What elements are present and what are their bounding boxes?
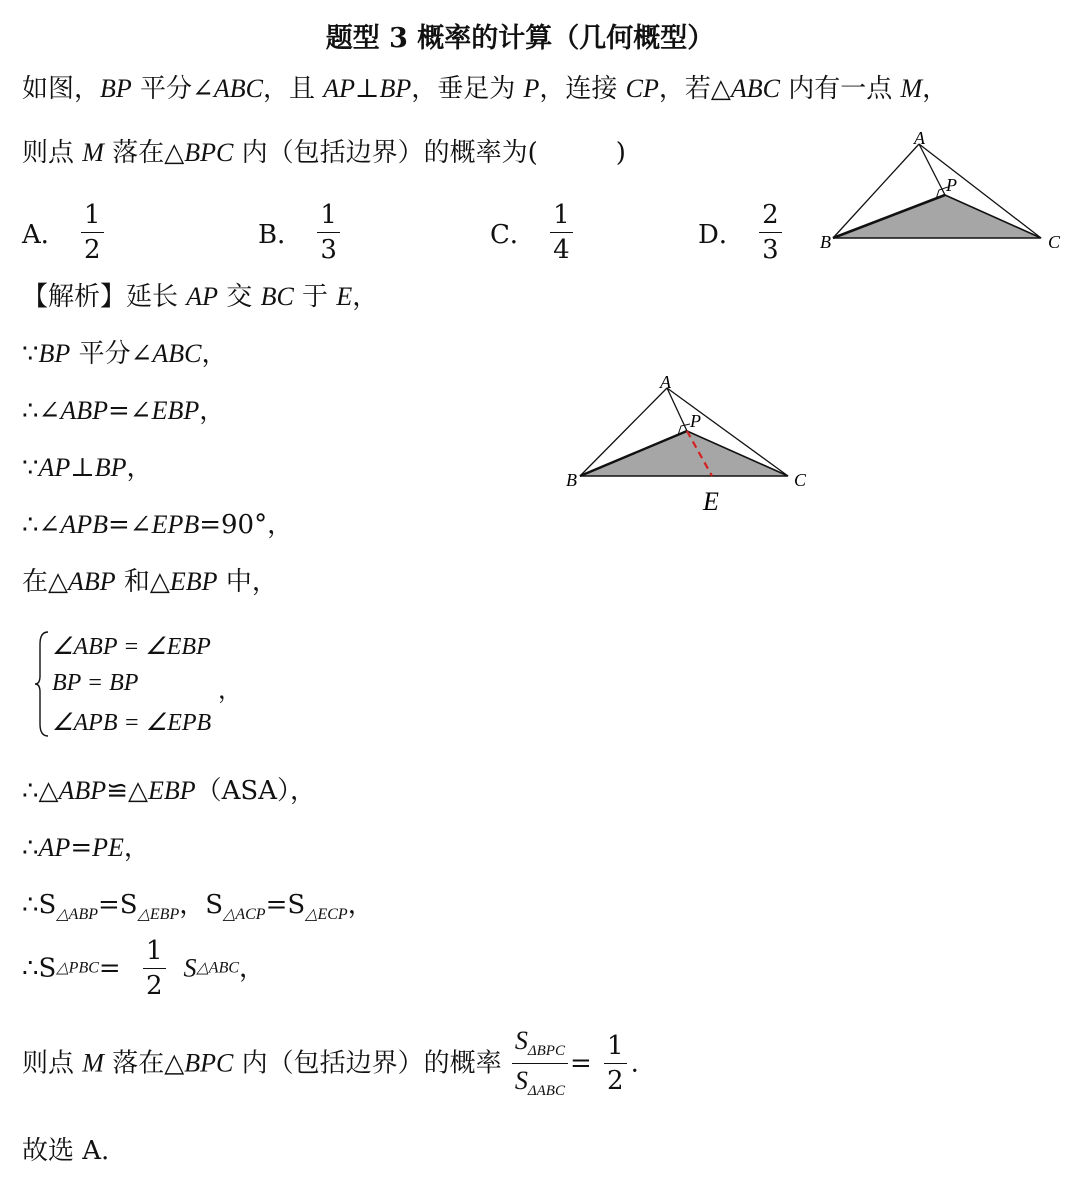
fig1-label-p: P <box>946 175 957 195</box>
solution-line-8: ∴AP=PE， <box>22 833 150 863</box>
fig1-label-b: B <box>820 232 831 252</box>
system-eq-1: ∠ABP = ∠EBP <box>52 634 211 660</box>
system-eq-2: BP = BP <box>52 670 139 696</box>
problem-line-2: 则点 M 落在△BPC 内（包括边界）的概率为( ) <box>22 138 626 168</box>
fig1-label-a: A <box>914 132 925 148</box>
solution-line-7: ∴△ABP≌△EBP（ASA）， <box>22 776 317 806</box>
fig2-label-p: P <box>690 411 701 431</box>
system-eq-3: ∠APB = ∠EPB <box>52 710 212 736</box>
solution-line-6: 在△ABP 和△EBP 中， <box>22 567 278 597</box>
solution-line-9: $\therefore S_{\triangle ABP}=S_{\triangle EBP}$，$S_{\triangle ACP}=S_{\triangle ECP}$， <box>22 890 374 923</box>
solution-line-3: ∴∠ABP=∠EBP， <box>22 396 226 426</box>
system-comma: ， <box>218 678 242 704</box>
option-d: D． $\frac{2}{3}$ <box>698 202 788 263</box>
solution-line-12: 故选 A. <box>22 1136 110 1166</box>
problem-line-1: 如图，BP 平分∠ABC，且 AP⊥BP，垂足为 P，连接 CP，若△ABC 内有一点 M， <box>22 74 949 104</box>
equation-system <box>34 628 274 740</box>
figure-triangle-2 <box>560 370 820 520</box>
solution-line-10: ∴S△PBC= $\frac{1}{2}$ S△ABC， <box>22 936 266 1001</box>
solution-line-11: 则点 M 落在△BPC 内（包括边界）的概率 $\frac{S_{\Delta BPC}}{S_{\Delta ABC}}$ = $\frac{1}{2}$ . <box>22 1026 639 1099</box>
solution-line-4: ∵AP⊥BP， <box>22 453 153 483</box>
solution-line-2: ∵BP 平分∠ABC， <box>22 339 228 369</box>
fig1-label-c: C <box>1048 232 1061 252</box>
fig2-label-e: E <box>703 487 719 516</box>
fig2-label-c: C <box>794 470 807 490</box>
option-a: A． $\frac{1}{2}$ <box>22 202 110 263</box>
figure-triangle-1 <box>815 132 1075 257</box>
option-c: C． $\frac{1}{4}$ <box>490 202 579 263</box>
fig2-label-b: B <box>566 470 577 490</box>
section-title: 题型 3 概率的计算（几何概型） <box>325 23 715 54</box>
left-brace-icon <box>34 630 50 738</box>
solution-line-1: 【解析】延长 AP 交 BC 于 E， <box>22 282 379 312</box>
solution-line-5: ∴∠APB=∠EPB=90°， <box>22 510 294 540</box>
option-b: B． $\frac{1}{3}$ <box>258 202 346 263</box>
fig2-label-a: A <box>660 372 671 392</box>
